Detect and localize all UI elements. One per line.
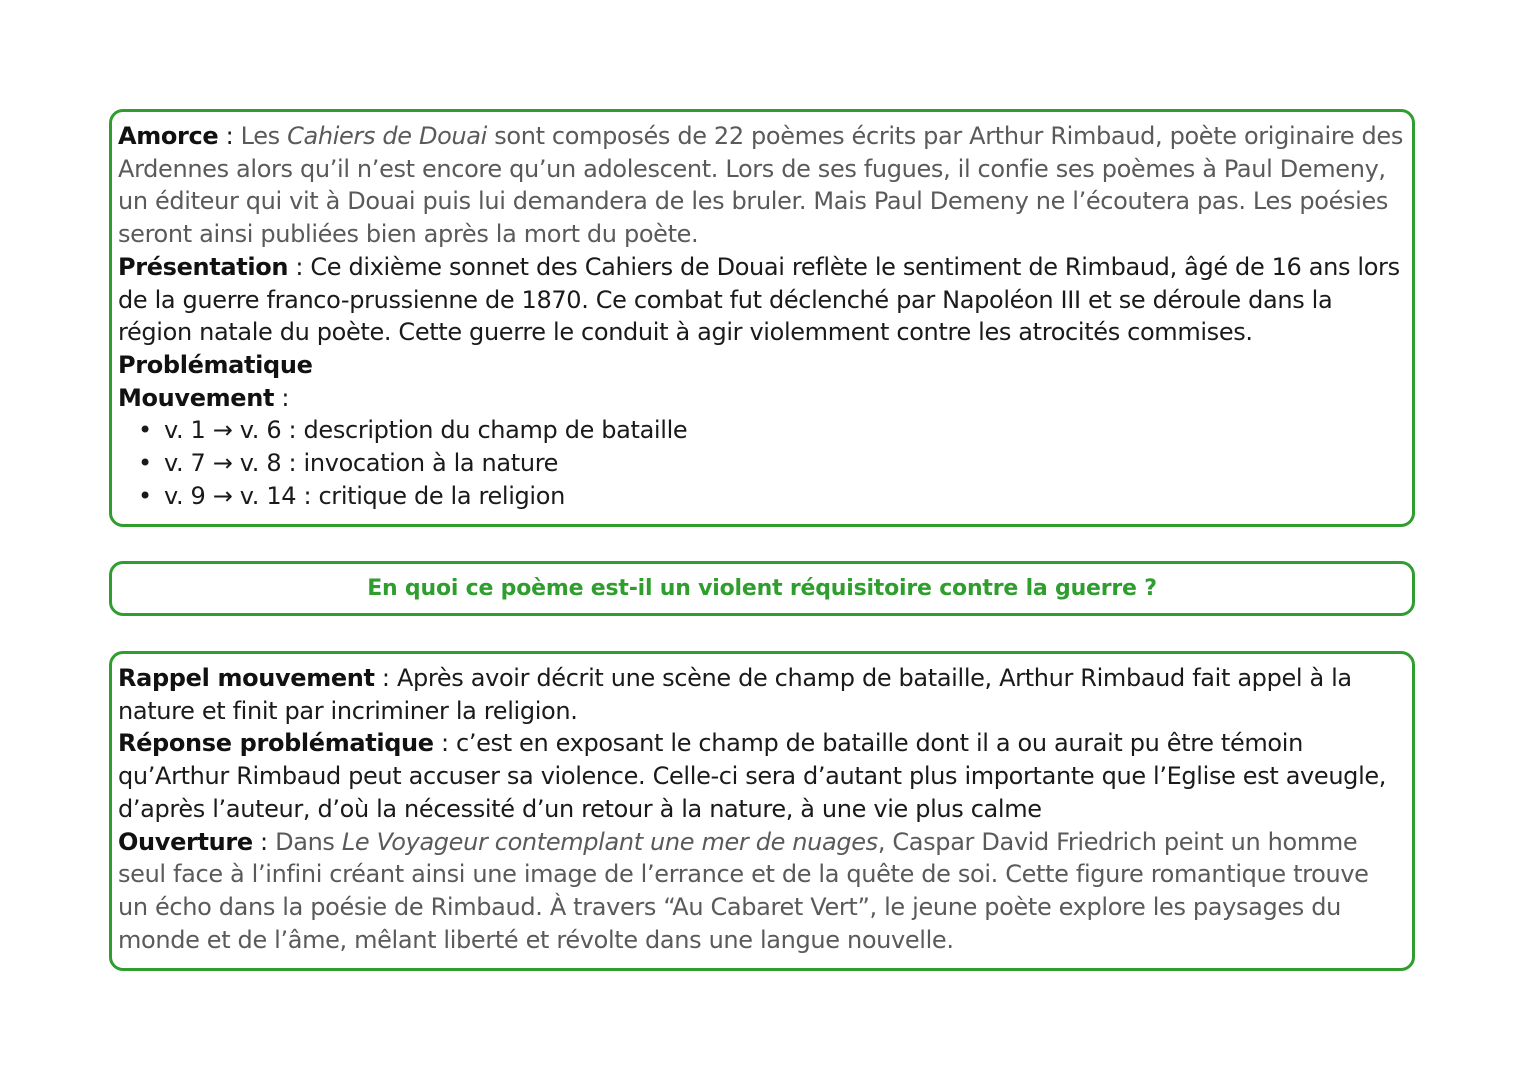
reponse-sep: : <box>433 729 457 758</box>
ouverture-paragraph <box>118 826 1404 957</box>
question-box <box>109 561 1415 616</box>
bullet-icon: • <box>138 481 152 510</box>
ouverture-title: Le Voyageur contemplant une mer de nuages <box>341 827 878 856</box>
amorce-text-after: sont composés de 22 poèmes écrits par Arthur Rimbaud, poète originaire des Ardennes alors qu’il n’est encore qu’un adolescent. Lors de ses fugues, il confie ses poèmes à Paul Demeny, un éditeur qui vit à Douai puis lui demandera de les bruler. Mais Paul Demeny ne l’écoutera pas. Les poésies seront ainsi publiées bien après la mort du poète. <box>118 122 1403 249</box>
reponse-paragraph <box>118 727 1404 825</box>
ouverture-label: Ouverture <box>118 827 253 856</box>
list-item <box>118 480 1404 513</box>
bullet-icon: • <box>138 416 152 445</box>
mouvement-label: Mouvement <box>118 383 275 412</box>
list-item <box>118 414 1404 447</box>
mouvement-item-3: v. 9 → v. 14 : critique de la religion <box>164 481 565 510</box>
amorce-label: Amorce <box>118 122 219 150</box>
conclusion-content <box>118 662 1404 956</box>
rappel-sep: : <box>374 664 397 692</box>
presentation-paragraph <box>118 251 1404 349</box>
presentation-sep: : <box>288 252 311 281</box>
rappel-label: Rappel mouvement <box>118 664 375 692</box>
presentation-text: Ce dixième sonnet des Cahiers de Douai reflète le sentiment de Rimbaud, âgé de 16 ans lors de la guerre franco-prussienne de 1870. Ce combat fut déclenché par Napoléon III et se déroule dans la région natale du poète. Cette guerre le conduit à agir violemment contre les atrocités commises. <box>118 252 1400 347</box>
amorce-text-before: Les <box>240 122 288 150</box>
ouverture-text-after: , Caspar David Friedrich peint un homme seul face à l’infini créant ainsi une image de l’errance et de la quête de soi. Cette figure romantique trouve un écho dans la poésie de Rimbaud. À travers “Au Cabaret Vert”, le jeune poète explore les paysages du monde et de l’âme, mêlant liberté et révolte dans une langue nouvelle. <box>118 827 1369 954</box>
presentation-label: Présentation <box>118 252 289 281</box>
problematique-paragraph <box>118 349 1404 382</box>
question-text: En quoi ce poème est-il un violent réquisitoire contre la guerre ? <box>367 576 1157 601</box>
ouverture-text-before: Dans <box>275 827 342 856</box>
list-item <box>118 447 1404 480</box>
mouvement-sep: : <box>274 383 290 412</box>
problematique-label: Problématique <box>118 350 313 379</box>
intro-box <box>109 109 1415 527</box>
amorce-paragraph <box>118 120 1404 251</box>
mouvement-paragraph <box>118 382 1404 415</box>
reponse-text: c’est en exposant le champ de bataille dont il a ou aurait pu être témoin qu’Arthur Rimbaud peut accuser sa violence. Celle-ci sera d’autant plus importante que l’Eglise est aveugle, d’après l’auteur, d’où la nécessité d’un retour à la nature, à une vie plus calme <box>118 729 1387 823</box>
mouvement-item-1: v. 1 → v. 6 : description du champ de bataille <box>164 416 688 445</box>
intro-content <box>118 120 1404 512</box>
amorce-title: Cahiers de Douai <box>287 122 487 150</box>
rappel-text: Après avoir décrit une scène de champ de bataille, Arthur Rimbaud fait appel à la nature et finit par incriminer la religion. <box>118 664 1352 725</box>
mouvement-list <box>118 414 1404 512</box>
amorce-sep: : <box>218 122 241 150</box>
rappel-paragraph <box>118 662 1404 727</box>
mouvement-item-2: v. 7 → v. 8 : invocation à la nature <box>164 449 559 478</box>
ouverture-sep: : <box>252 827 276 856</box>
conclusion-box <box>109 651 1415 971</box>
bullet-icon: • <box>138 449 152 478</box>
reponse-label: Réponse problématique <box>118 729 434 758</box>
